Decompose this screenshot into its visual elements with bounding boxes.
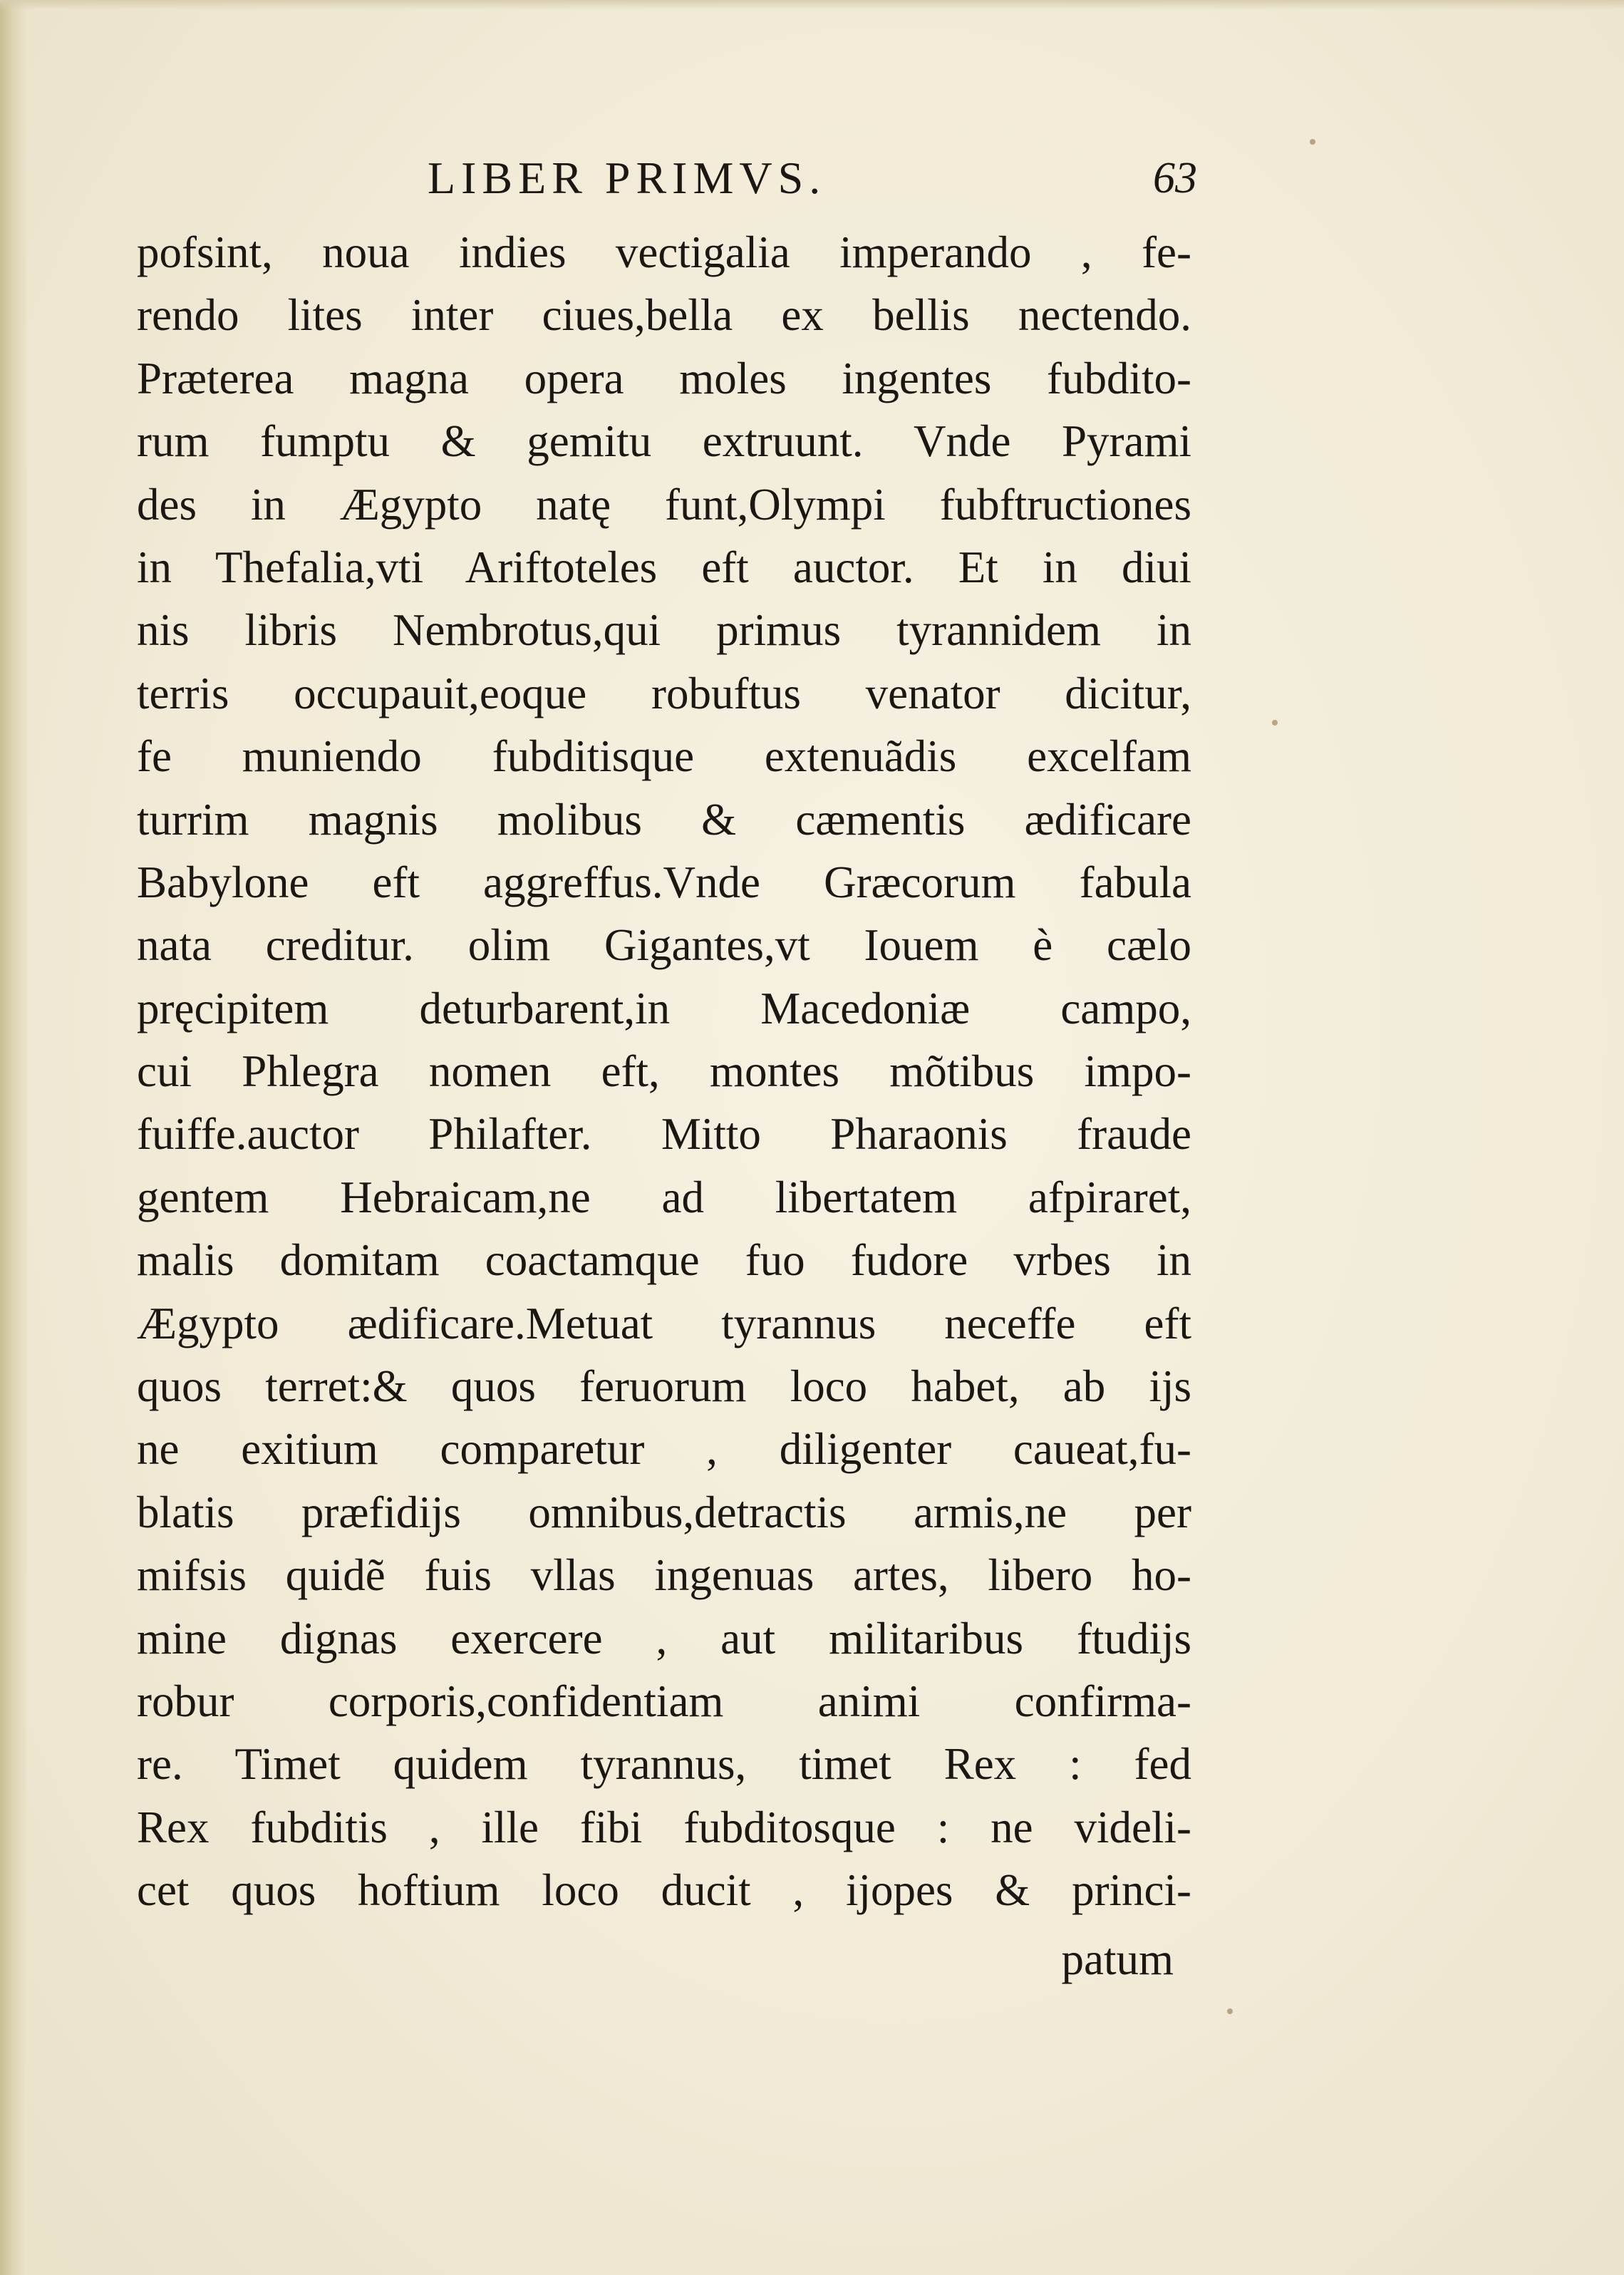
- text-line: nis libris Nembrotus,qui primus tyrannidem in: [137, 605, 1191, 656]
- text-line: mifsis quidẽ fuis vllas ingenuas artes, libero ho-: [137, 1550, 1191, 1601]
- text-line: robur corporis,confidentiam animi confirma-: [137, 1676, 1191, 1726]
- text-line: in Thefalia,vti Ariftoteles eft auctor. Et in diui: [137, 542, 1191, 592]
- paper-speck: [1272, 720, 1278, 726]
- text-line: fe muniendo fubditisque extenuãdis excelfam: [137, 731, 1191, 782]
- text-line: Ægypto ædificare.Metuat tyrannus neceffe eft: [137, 1298, 1191, 1348]
- text-line: fuiffe.auctor Philafter. Mitto Pharaonis fraude: [137, 1109, 1191, 1160]
- text-line: gentem Hebraicam,ne ad libertatem afpiraret,: [137, 1172, 1191, 1222]
- folio-number: 63: [1153, 154, 1197, 202]
- text-block: [137, 221, 1191, 1922]
- text-line: rendo lites inter ciues,bella ex bellis nectendo.: [137, 290, 1191, 341]
- text-line: cui Phlegra nomen eft, montes mõtibus impo-: [137, 1046, 1191, 1097]
- binding-gutter: [0, 0, 27, 2275]
- text-line: rum fumptu & gemitu extruunt. Vnde Pyrami: [137, 416, 1191, 467]
- page-top-edge: [0, 0, 1624, 10]
- text-line: Babylone eft aggreffus.Vnde Græcorum fabula: [137, 857, 1191, 907]
- text-line: mine dignas exercere , aut militaribus ftudijs: [137, 1613, 1191, 1663]
- text-line: turrim magnis molibus & cæmentis ædificare: [137, 794, 1191, 845]
- text-line: cet quos hoftium loco ducit , ijopes & princi-: [137, 1865, 1191, 1916]
- text-line: terris occupauit,eoque robuftus venator dicitur,: [137, 668, 1191, 718]
- running-title: LIBER PRIMVS.: [428, 153, 827, 203]
- text-line: des in Ægypto natę funt,Olympi fubftructiones: [137, 479, 1191, 530]
- text-line: Præterea magna opera moles ingentes fubdito-: [137, 353, 1191, 403]
- paper-speck: [1310, 139, 1315, 145]
- text-line: nata creditur. olim Gigantes,vt Iouem è cælo: [137, 920, 1191, 971]
- paper-speck: [1227, 2008, 1233, 2014]
- text-line: blatis præfidijs omnibus,detractis armis,ne per: [137, 1487, 1191, 1537]
- text-line: Rex fubditis , ille fibi fubditosque : ne videli-: [137, 1802, 1191, 1852]
- text-line: pręcipitem deturbarent,in Macedoniæ campo,: [137, 983, 1191, 1033]
- running-head: [428, 146, 1197, 210]
- text-line: re. Timet quidem tyrannus, timet Rex : fed: [137, 1739, 1191, 1790]
- catchword: patum: [1061, 1934, 1174, 1984]
- text-line: malis domitam coactamque fuo fudore vrbes in: [137, 1235, 1191, 1286]
- text-line: quos terret:& quos feruorum loco habet, ab ijs: [137, 1361, 1191, 1412]
- text-line: ne exitium comparetur , diligenter caueat,fu-: [137, 1424, 1191, 1475]
- text-line: pofsint, noua indies vectigalia imperando , fe-: [137, 227, 1191, 277]
